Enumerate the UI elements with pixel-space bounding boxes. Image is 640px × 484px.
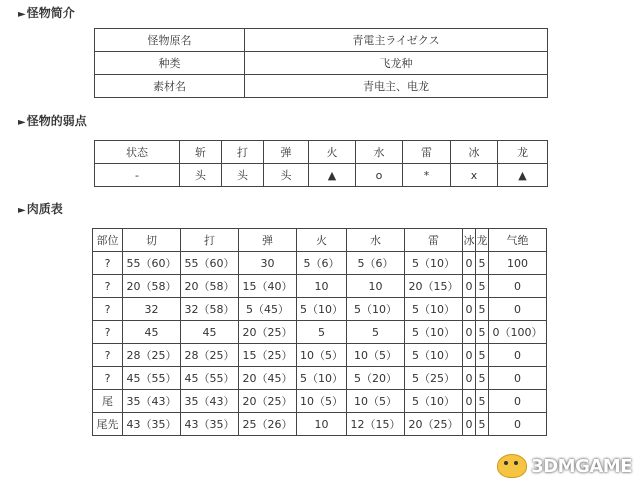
meat-cell: 10（5）: [297, 390, 347, 413]
weakness-header-cell: 冰: [451, 141, 498, 164]
meat-cell: 5（20）: [347, 367, 405, 390]
meat-cell: 20（58）: [181, 275, 239, 298]
meat-cell: 20（25）: [239, 390, 297, 413]
meat-cell: 20（25）: [239, 321, 297, 344]
intro-value-cell: 青電主ライゼクス: [245, 29, 548, 52]
meat-cell: 12（15）: [347, 413, 405, 436]
meat-cell: 0: [463, 413, 476, 436]
watermark: [497, 454, 632, 478]
weakness-value-cell: ▲: [498, 164, 548, 187]
weakness-table: [94, 140, 548, 187]
meat-cell: 5: [476, 413, 489, 436]
meat-header-cell: 气绝: [489, 229, 547, 252]
section-title-intro: ►怪物简介: [18, 6, 75, 20]
weakness-header-cell: 弹: [264, 141, 309, 164]
meat-cell: 5（10）: [405, 390, 463, 413]
intro-label-cell: 怪物原名: [95, 29, 245, 52]
meat-cell: 10: [297, 413, 347, 436]
meat-cell: 5: [476, 275, 489, 298]
meat-cell: 10（5）: [347, 390, 405, 413]
meat-cell: 5（45）: [239, 298, 297, 321]
meat-cell: 5: [476, 344, 489, 367]
meat-cell: 5（10）: [405, 298, 463, 321]
weakness-value-cell: *: [403, 164, 451, 187]
right-arrow-icon: ►: [18, 9, 26, 20]
meat-cell: 0: [489, 367, 547, 390]
meat-cell: 35（43）: [123, 390, 181, 413]
meat-cell: 15（25）: [239, 344, 297, 367]
meat-cell: 5（10）: [347, 298, 405, 321]
meat-cell: 0: [463, 275, 476, 298]
table-row: [93, 367, 547, 390]
meat-cell: 25（26）: [239, 413, 297, 436]
meat-cell: 0: [463, 321, 476, 344]
table-row: [93, 275, 547, 298]
meat-cell: 5: [476, 367, 489, 390]
section-title-weakness: ►怪物的弱点: [18, 114, 87, 128]
weakness-value-cell: 头: [222, 164, 264, 187]
meat-cell: 0: [489, 413, 547, 436]
meat-cell: 10: [297, 275, 347, 298]
meat-cell: ?: [93, 367, 123, 390]
weakness-value-cell: x: [451, 164, 498, 187]
meat-cell: 尾: [93, 390, 123, 413]
meat-table: [92, 228, 547, 436]
meat-cell: 5（10）: [405, 344, 463, 367]
meat-cell: 20（58）: [123, 275, 181, 298]
meat-cell: 5（6）: [347, 252, 405, 275]
meat-cell: 0: [489, 390, 547, 413]
meat-cell: ?: [93, 275, 123, 298]
table-row: [93, 390, 547, 413]
intro-label-cell: 种类: [95, 52, 245, 75]
table-row: [95, 52, 548, 75]
meat-cell: 0: [489, 275, 547, 298]
weakness-value-cell: 头: [180, 164, 222, 187]
intro-table: [94, 28, 548, 98]
section-title-meat: ►肉质表: [18, 202, 63, 216]
meat-cell: 45: [181, 321, 239, 344]
meat-header-cell: 弹: [239, 229, 297, 252]
meat-cell: ?: [93, 252, 123, 275]
meat-cell: ?: [93, 298, 123, 321]
meat-cell: 45（55）: [123, 367, 181, 390]
meat-cell: 32: [123, 298, 181, 321]
meat-header-cell: 冰: [463, 229, 476, 252]
table-row: [93, 344, 547, 367]
weakness-header-cell: 龙: [498, 141, 548, 164]
meat-cell: 10: [347, 275, 405, 298]
table-row: [93, 413, 547, 436]
meat-cell: 20（25）: [405, 413, 463, 436]
meat-cell: 15（40）: [239, 275, 297, 298]
meat-cell: 20（15）: [405, 275, 463, 298]
watermark-text: 3DMGAME: [531, 455, 632, 477]
meat-header-cell: 水: [347, 229, 405, 252]
meat-cell: 28（25）: [123, 344, 181, 367]
weakness-header-cell: 火: [309, 141, 356, 164]
weakness-value-cell: -: [95, 164, 180, 187]
meat-cell: 0: [463, 390, 476, 413]
intro-label-cell: 素材名: [95, 75, 245, 98]
weakness-value-row: [95, 164, 548, 187]
meat-cell: 0: [463, 298, 476, 321]
weakness-header-cell: 斩: [180, 141, 222, 164]
weakness-header-cell: 状态: [95, 141, 180, 164]
meat-cell: 0: [489, 344, 547, 367]
weakness-value-cell: ▲: [309, 164, 356, 187]
meat-cell: 100: [489, 252, 547, 275]
table-row: [93, 321, 547, 344]
weakness-value-cell: o: [356, 164, 403, 187]
meat-cell: 10（5）: [297, 344, 347, 367]
table-row: [93, 252, 547, 275]
meat-cell: 5: [476, 252, 489, 275]
meat-cell: 5: [347, 321, 405, 344]
table-row: [93, 298, 547, 321]
meat-cell: 尾先: [93, 413, 123, 436]
meat-cell: 5: [476, 321, 489, 344]
mascot-logo-icon: [497, 454, 527, 478]
meat-cell: 5（25）: [405, 367, 463, 390]
meat-cell: ?: [93, 344, 123, 367]
meat-cell: 55（60）: [123, 252, 181, 275]
meat-cell: 5: [476, 390, 489, 413]
weakness-value-cell: 头: [264, 164, 309, 187]
meat-cell: 45: [123, 321, 181, 344]
meat-cell: 30: [239, 252, 297, 275]
meat-cell: 5（10）: [297, 367, 347, 390]
table-row: [95, 75, 548, 98]
meat-header-cell: 龙: [476, 229, 489, 252]
right-arrow-icon: ►: [18, 205, 26, 216]
meat-cell: 32（58）: [181, 298, 239, 321]
table-row: [95, 29, 548, 52]
meat-cell: 0: [463, 367, 476, 390]
meat-cell: 0: [463, 252, 476, 275]
meat-cell: ?: [93, 321, 123, 344]
meat-cell: 43（35）: [123, 413, 181, 436]
meat-cell: 0: [463, 344, 476, 367]
meat-cell: 5（10）: [297, 298, 347, 321]
meat-cell: 5（6）: [297, 252, 347, 275]
intro-value-cell: 青电主、电龙: [245, 75, 548, 98]
meat-cell: 0: [489, 298, 547, 321]
meat-header-cell: 火: [297, 229, 347, 252]
weakness-header-row: [95, 141, 548, 164]
meat-cell: 5（10）: [405, 321, 463, 344]
meat-header-cell: 切: [123, 229, 181, 252]
meat-cell: 28（25）: [181, 344, 239, 367]
meat-cell: 5: [476, 298, 489, 321]
meat-cell: 5（10）: [405, 252, 463, 275]
right-arrow-icon: ►: [18, 117, 26, 128]
meat-header-row: [93, 229, 547, 252]
meat-cell: 20（45）: [239, 367, 297, 390]
meat-cell: 45（55）: [181, 367, 239, 390]
weakness-header-cell: 雷: [403, 141, 451, 164]
meat-cell: 43（35）: [181, 413, 239, 436]
meat-header-cell: 打: [181, 229, 239, 252]
intro-value-cell: 飞龙种: [245, 52, 548, 75]
meat-header-cell: 雷: [405, 229, 463, 252]
meat-cell: 35（43）: [181, 390, 239, 413]
meat-header-cell: 部位: [93, 229, 123, 252]
weakness-header-cell: 水: [356, 141, 403, 164]
meat-cell: 0（100）: [489, 321, 547, 344]
meat-cell: 10（5）: [347, 344, 405, 367]
meat-cell: 5: [297, 321, 347, 344]
weakness-header-cell: 打: [222, 141, 264, 164]
meat-cell: 55（60）: [181, 252, 239, 275]
